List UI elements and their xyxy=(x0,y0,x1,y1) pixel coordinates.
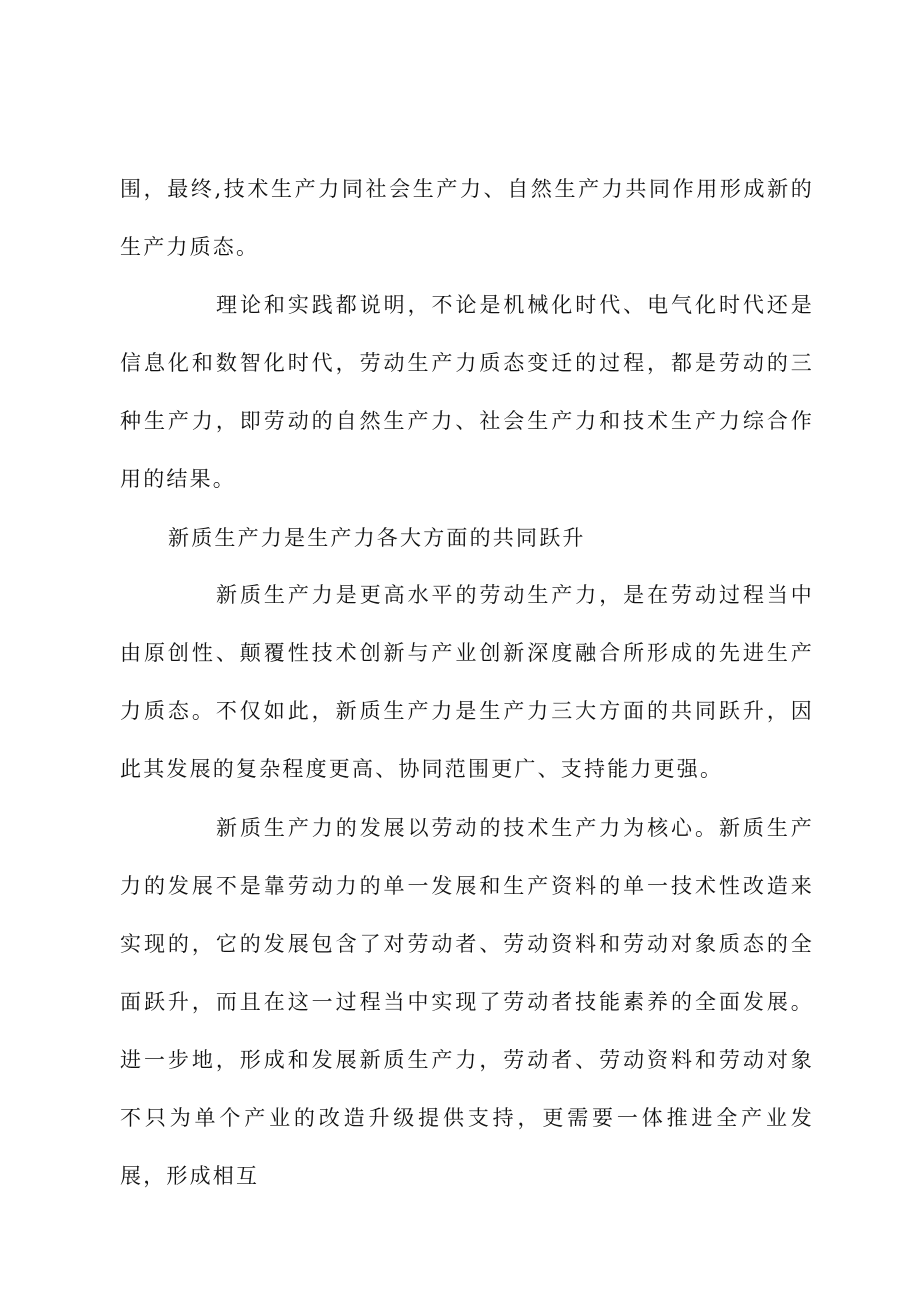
paragraph-new-quality: 新质生产力是更高水平的劳动生产力，是在劳动过程当中由原创性、颠覆性技术创新与产业创新深度融合所形成的先进生产力质态。不仅如此，新质生产力是生产力三大方面的共同跃升，因此其发展的复杂程度更高、协同范围更广、支持能力更强。 xyxy=(120,583,814,781)
paragraph-theory-practice: 理论和实践都说明，不论是机械化时代、电气化时代还是信息化和数智化时代，劳动生产力质态变迁的过程，都是劳动的三种生产力，即劳动的自然生产力、社会生产力和技术生产力综合作用的结果。 xyxy=(120,293,814,491)
paragraph-development-core: 新质生产力的发展以劳动的技术生产力为核心。新质生产力的发展不是靠劳动力的单一发展和生产资料的单一技术性改造来实现的，它的发展包含了对劳动者、劳动资料和劳动对象质态的全面跃升，而且在这一过程当中实现了劳动者技能素养的全面发展。进一步地，形成和发展新质生产力，劳动者、劳动资料和劳动对象不只为单个产业的改造升级提供支持，更需要一体推进全产业发展，形成相互 xyxy=(120,816,814,1188)
continuation-paragraph: 围，最终,技术生产力同社会生产力、自然生产力共同作用形成新的生产力质态。 xyxy=(120,177,814,259)
section-heading: 新质生产力是生产力各大方面的共同跃升 xyxy=(168,526,586,550)
